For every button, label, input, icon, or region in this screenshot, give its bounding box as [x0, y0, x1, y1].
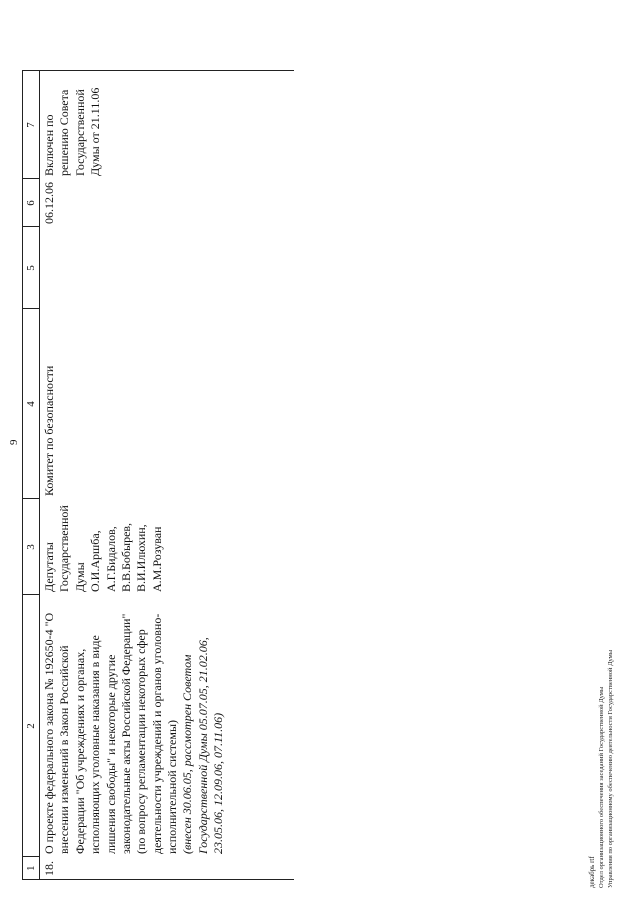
table-row	[40, 71, 295, 880]
page-number: 9	[8, 439, 20, 445]
bill-note: (внесен 30.06.05, рассмотрен Советом Государственной Думы 05.07.05, 21.02.06, 23.05.06, 12.09.06, 07.11.06)	[180, 637, 226, 854]
committee-cell: Комитет по безопасности	[42, 365, 57, 496]
empty-cell	[40, 227, 295, 309]
footer-line: Управления по организационному обеспечению деятельности Государственной Думы	[607, 649, 614, 888]
initiators-cell: Депутаты Государственной Думы О.И.Аршба, А.Г.Бидалов, В.В.Бобырев, В.И.Илюхин, А.М.Розуван	[42, 505, 164, 592]
column-header: 5	[23, 227, 40, 309]
column-header: 6	[23, 179, 40, 227]
column-header: 2	[23, 595, 40, 857]
column-header: 4	[23, 309, 40, 499]
footer-line: Отдел организационного обеспечения заседаний Государственной Думы	[598, 686, 605, 888]
column-header: 3	[23, 499, 40, 595]
status-cell: Включен по решению Совета Государственной Думы от 21.11.06	[40, 71, 295, 179]
page-footer	[588, 650, 615, 888]
row-number: 18.	[40, 857, 295, 880]
bill-title: О проекте федерального закона № 192650-4 "О внесении изменений в Закон Российской Федерации "Об учреждениях и органах, исполняющих уголовные наказания в виде лишения свободы" и некоторые другие законодательные акты Российской Федерации" (по вопросу регламентации некоторых сфер деятельности учреждений и органов уголовно-исполнительной системы)	[42, 612, 179, 854]
footer-line: декабрь rtf	[588, 856, 596, 888]
register-table	[22, 71, 294, 881]
date-cell: 06.12.06	[42, 182, 57, 224]
table-header-row	[23, 71, 40, 880]
bill-cell	[40, 595, 295, 857]
column-header: 1	[23, 857, 40, 880]
column-header: 7	[23, 71, 40, 179]
